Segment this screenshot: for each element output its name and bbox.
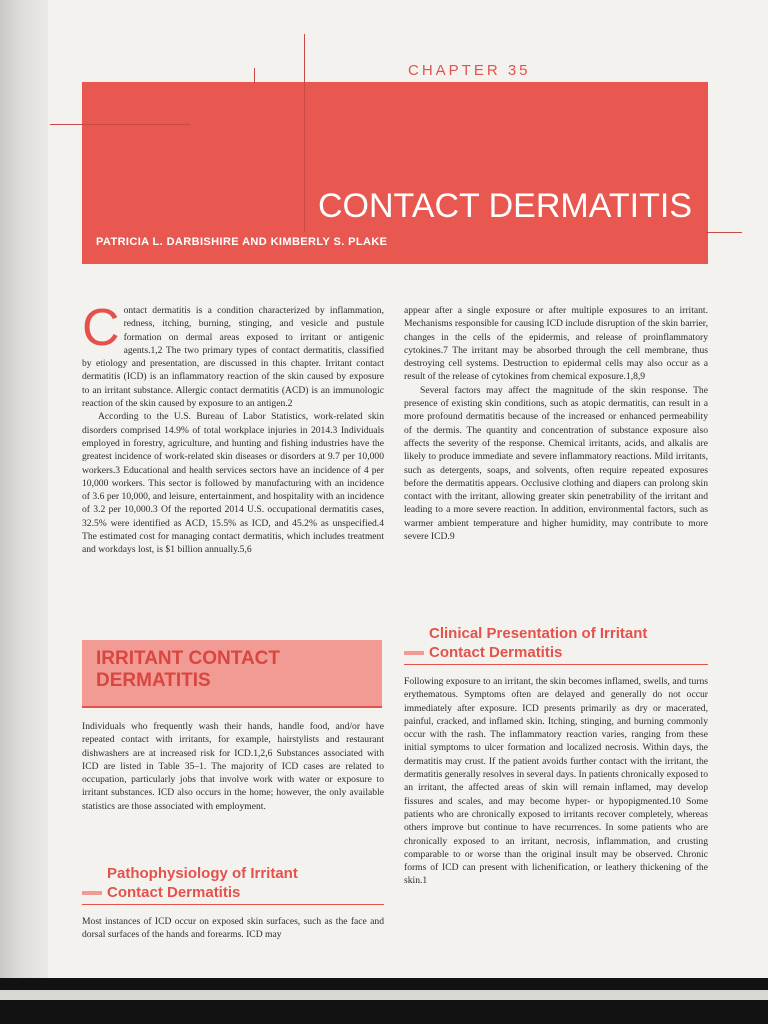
heading-accent-bar <box>404 651 424 655</box>
heading-rule <box>82 904 384 905</box>
section-heading-line-1: IRRITANT CONTACT <box>96 648 280 669</box>
scan-bottom-edge <box>0 978 768 1024</box>
chapter-title: CONTACT DERMATITIS <box>318 187 692 225</box>
chapter-authors: PATRICIA L. DARBISHIRE AND KIMBERLY S. PLAKE <box>96 236 388 248</box>
drop-cap: C <box>82 299 120 357</box>
clinical-section <box>404 624 708 888</box>
heading-rule <box>404 664 708 665</box>
pathophysiology-heading-line-1: Pathophysiology of Irritant <box>107 865 298 882</box>
decorative-horizontal-line <box>50 124 190 125</box>
section-heading-box <box>82 640 382 708</box>
section-heading-line-2: DERMATITIS <box>96 670 211 691</box>
heading-accent-bar <box>82 891 102 895</box>
page-gutter-shadow <box>0 0 48 1000</box>
clinical-heading-line-2-wrap <box>404 643 708 662</box>
right-paragraph-2: Several factors may affect the magnitude of the skin response. The presence of existing skin conditions, such as atopic dermatitis, can result in a more profound dermatitis because of the increased or enhanced permeability of the dermis. The quantity and concentration of substance exposure also affects the severity of the response. Chemical irritants, acids, and alkalis are likely to produce immediate and severe inflammatory reactions. Mild irritants, such as detergents, soaps, and solvents, often require repeated exposures before the dermatitis appears. Occlusive clothing and diapers can prolong skin contact with the irritant, allowing greater skin penetrability of the irritant and leading to a more severe reaction. In addition, environmental factors, such as warmer ambient temperature and higher humidity, may contribute to more severe ICD.9 <box>404 384 708 543</box>
right-column-top <box>404 304 708 543</box>
pathophysiology-heading <box>82 864 384 902</box>
clinical-heading-line-2: Contact Dermatitis <box>429 644 563 661</box>
pathophysiology-heading-line-2-wrap <box>82 883 384 902</box>
left-column-intro <box>82 299 384 557</box>
pathophysiology-heading-line-2: Contact Dermatitis <box>107 884 241 901</box>
pathophysiology-paragraph: Most instances of ICD occur on exposed skin surfaces, such as the face and dorsal surfaces of the hands and forearms. ICD may <box>82 916 384 941</box>
section-heading <box>96 648 280 692</box>
icd-paragraph: Individuals who frequently wash their hands, handle food, and/or have repeated contact with irritants, for example, hairstylists and restaurant dishwashers are at increased risk for ICD.1,2,6 Substances associated with ICD are listed in Table 35–1. The majority of ICD cases are related to occupation, particularly jobs that involve work with water or exposure to irritant substances. ICD also occurs in the home; however, the only available statistics are those associated with employment. <box>82 721 384 812</box>
left-column-icd <box>82 720 384 813</box>
decorative-right-line <box>706 232 742 233</box>
right-paragraph-1: appear after a single exposure or after multiple exposures to an irritant. Mechanisms responsible for causing ICD include disruption of the skin barrier, changes in the cells of the epidermis, and release of proinflammatory cytokines.7 The irritant may be absorbed through the cell membrane, thus destroying cell systems. Destruction to epidermal cells may also occur as a result of the release of cytokines from chemical exposure.1,8,9 <box>404 305 708 383</box>
decorative-tick-line <box>254 68 255 84</box>
intro-paragraph-1-text: ontact dermatitis is a condition characterized by inflammation, redness, itching, burning, stinging, and vesicle and pustule formation on dermal areas exposed to irritant or antigenic agents.1,2 The two primary types of contact dermatitis, classified by etiology and presentation, are discussed in this chapter. Irritant contact dermatitis (ICD) is an inflammatory reaction of the skin caused by exposure to an irritant substance. Allergic contact dermatitis (ACD) is an immunologic reaction of the skin caused by exposure to an antigen.2 <box>82 305 384 410</box>
clinical-heading-line-1: Clinical Presentation of Irritant <box>429 625 648 642</box>
scan-next-page-strip <box>0 990 768 1000</box>
clinical-paragraph: Following exposure to an irritant, the skin becomes inflamed, swells, and turns erythematous. Symptoms often are delayed and generally do not occur immediately after exposure. ICD presents primarily as dry or macerated, painful, cracked, and inflamed skin. Itching, stinging, and burning commonly occur with the rash. The inflammatory reaction varies, ranging from these initial symptoms to ulcer formation and localized necrosis. Within days, the dermatitis may crust. If the patient avoids further contact with the irritant, the dermatitis generally resolves in several days. In patients chronically exposed to an irritant, the affected areas of skin will remain inflamed, may develop fissures and scales, and may become hyper- or hypopigmented.10 Some patients who are chronically exposed to irritants recover completely, whereas others improve but continue to have recurrences. In some patients who are chronically exposed to an irritant, necrosis, inflammation, and crusting comparable to or worse than the original insult may be observed. Chronic forms of ICD can present with lichenification, or leathery thickening of the skin.1 <box>404 676 708 887</box>
clinical-heading <box>404 624 708 662</box>
intro-paragraph-1 <box>82 299 384 410</box>
intro-paragraph-2: According to the U.S. Bureau of Labor Statistics, work-related skin disorders comprised 14.9% of total workplace injuries in 2014.3 Individuals employed in forestry, agriculture, and hunting and fishing industries have the greatest incidence of work-related skin diseases or disorders at 9.7 per 10,000 workers.3 Educational and health services sectors have an incidence of 4 per 10,000 workers. This sector is followed by manufacturing with an incidence of 3.6 per 10,000, and leisure, entertainment, and hospitality with an incidence of 3.2 per 10,000.3 Of the reported 2014 U.S. occupational dermatitis cases, 32.5% were identified as ACD, 15.5% as ICD, and 45.2% as unspecified.4 The estimated cost for managing contact dermatitis, which includes treatment and workdays lost, is $1 billion annually.5,6 <box>82 411 384 556</box>
chapter-number: CHAPTER 35 <box>408 62 531 79</box>
pathophysiology-section <box>82 864 384 942</box>
